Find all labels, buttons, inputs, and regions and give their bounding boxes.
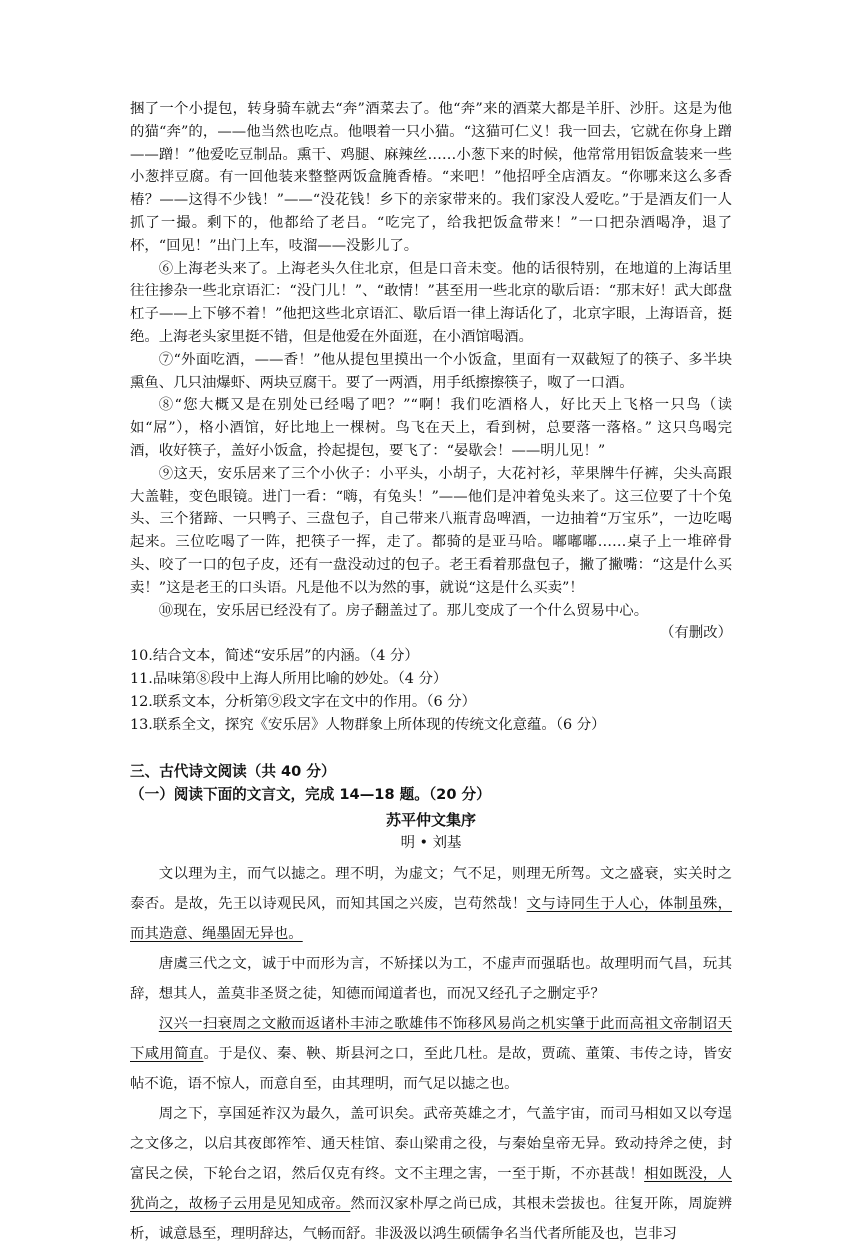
subsection-heading: （一）阅读下面的文言文，完成 14—18 题。（20 分） — [130, 786, 491, 804]
classical-paragraph-4 — [130, 1099, 732, 1249]
passage-title: 苏平仲文集序 — [385, 810, 476, 829]
classical-paragraph-4-text: 周之下，享国延祚汉为最久，盖可识矣。武帝英雄之才，气盖宇宙，而司马相如又以夸逞之文侈之，以启其夜郎筰笮、通天桂馆、泰山梁甫之役，与秦始皇帝无异。致动持斧之使，封富民之侯，下轮台之诏，然后仅克有终。文不主理之害，一至于斯，不亦甚哉！ — [130, 1105, 732, 1182]
story-paragraph-7: ⑦“外面吃酒，——香！”他从提包里摸出一个小饭盒，里面有一双截短了的筷子、多半块熏鱼、几只油爆虾、两块豆腐干。要了一两酒，用手纸擦擦筷子，呶了一口酒。 — [130, 351, 732, 391]
story-paragraph-8: ⑧“您大概又是在别处已经喝了吧？”“啊！我们吃酒格人，好比天上飞格一只鸟（读如“屌”），格小酒馆，好比地上一棵树。鸟飞在天上，看到树，总要落一落格。” 这只鸟喝完酒，收好筷子，盖好小饭盒，拎起提包，要飞了：“晏歇会！——明儿见！” — [130, 397, 732, 459]
classical-paragraph-3 — [130, 1009, 732, 1099]
story-paragraph-9: ⑨这天，安乐居来了三个小伙子：小平头，小胡子，大花衬衫，苹果牌牛仔裤，尖头高跟大盖鞋，变色眼镜。进门一看：“嗨，有兔头！”——他们是冲着兔头来了。这三位要了十个兔头、三个猪蹄、一只鸭子、三盘包子，自己带来八瓶青岛啤酒，一边抽着“万宝乐”，一边吃喝起来。三位吃喝了一阵，把筷子一挥，走了。都骑的是亚马哈。嘟嘟嘟……桌子上一堆碎骨头、咬了一口的包子皮，还有一盘没动过的包子。老王看着那盘包子，撇了撇嘴：“这是什么买卖！”这是老王的口头语。凡是他不以为然的事，就说“这是什么买卖”！ — [130, 465, 732, 596]
story-paragraph-6: ⑥上海老头来了。上海老头久住北京，但是口音未变。他的话很特别，在地道的上海话里往往掺杂一些北京语汇：“没门儿！”、“敢情！”甚至用一些北京的歇后语：“那末好！武大郎盘杠子——上下够不着！”他把这些北京语汇、歇后语一律上海话化了，北京字眼，上海语音，挺绝。上海老头家里挺不错，但是他爱在外面逛，在小酒馆喝酒。 — [130, 260, 732, 345]
question-13: 13.联系全文，探究《安乐居》人物群象上所体现的传统文化意蕴。（6 分） — [130, 716, 606, 733]
abridged-note: （有删改） — [660, 625, 732, 642]
question-12: 12.联系文本，分析第⑨段文字在文中的作用。（6 分） — [130, 693, 477, 710]
question-list — [130, 645, 732, 736]
classical-paragraph-1-text: 文以理为主，而气以摅之。理不明，为虚文；气不足，则理无所驾。文之盛衰，实关时之泰否。是故，先王以诗观民风，而知其国之兴废，岂苟然哉！ — [130, 865, 732, 912]
passage-author: 明 • 刘基 — [400, 834, 462, 851]
unpunctuated-passage: 汉兴一扫衰周之文敝而返诸朴丰沛之歌雄伟不饰移风易尚之机实肇于此而高祖文帝制诏天下咸用简直 — [130, 1015, 732, 1062]
question-10: 10.结合文本，简述“安乐居”的内涵。（4 分） — [130, 648, 419, 665]
classical-paragraph-1 — [130, 859, 732, 949]
classical-paragraph-4-tail: 然而汉家朴厚之尚已成，其根未尝拔也。往复开陈，周旋辨析，诚意恳至，理明辞达，气畅而舒。非汲汲以鸿生硕儒争名当代者所能及也，岂非习 — [130, 1195, 732, 1242]
classical-paragraph-2: 唐虞三代之文，诚于中而形为言，不矫揉以为工，不虚声而强聒也。故理明而气昌，玩其辞，想其人，盖莫非圣贤之徒，知德而闻道者也，而况又经孔子之删定乎？ — [130, 955, 732, 1002]
classical-paragraph-3-text: 。于是仪、秦、鞅、斯县河之口，至此几杜。是故，贾疏、董策、韦传之诗，皆安帖不诡，语不惊人，而意自至，由其理明，而气足以摅之也。 — [130, 1045, 732, 1092]
section-heading: 三、古代诗文阅读（共 40 分） — [130, 763, 336, 781]
question-11: 11.品味第⑧段中上海人所用比喻的妙处。（4 分） — [130, 670, 448, 687]
underlined-sentence-2: 相如既没，人犹尚之，故杨子云用是见知成帝。 — [130, 1165, 732, 1212]
story-paragraph-continued: 捆了一个小提包，转身骑车就去“奔”酒菜去了。他“奔”来的酒菜大都是羊肝、沙肝。这是为他的猫“奔”的，——他当然也吃点。他喂着一只小猫。“这猫可仁义！我一回去，它就在你身上蹭——蹭！”他爱吃豆制品。熏干、鸡腿、麻辣丝……小葱下来的时候，他常常用铝饭盒装来一些小葱拌豆腐。有一回他装来整整两饭盒腌香椿。“来吧！”他招呼全店酒友。“你哪来这么多香椿？——这得不少钱！”——“没花钱！乡下的亲家带来的。我们家没人爱吃。”于是酒友们一人抓了一撮。剩下的，他都给了老吕。“吃完了，给我把饭盒带来！”一口把杂酒喝净，退了杯，“回见！”出门上车，吱溜——没影儿了。 — [130, 101, 732, 254]
underlined-sentence-1: 文与诗同生于人心，体制虽殊，而其造意、绳墨固无异也。 — [130, 895, 732, 942]
story-paragraph-10: ⑩现在，安乐居已经没有了。房子翻盖过了。那儿变成了一个什么贸易中心。 — [158, 602, 649, 619]
